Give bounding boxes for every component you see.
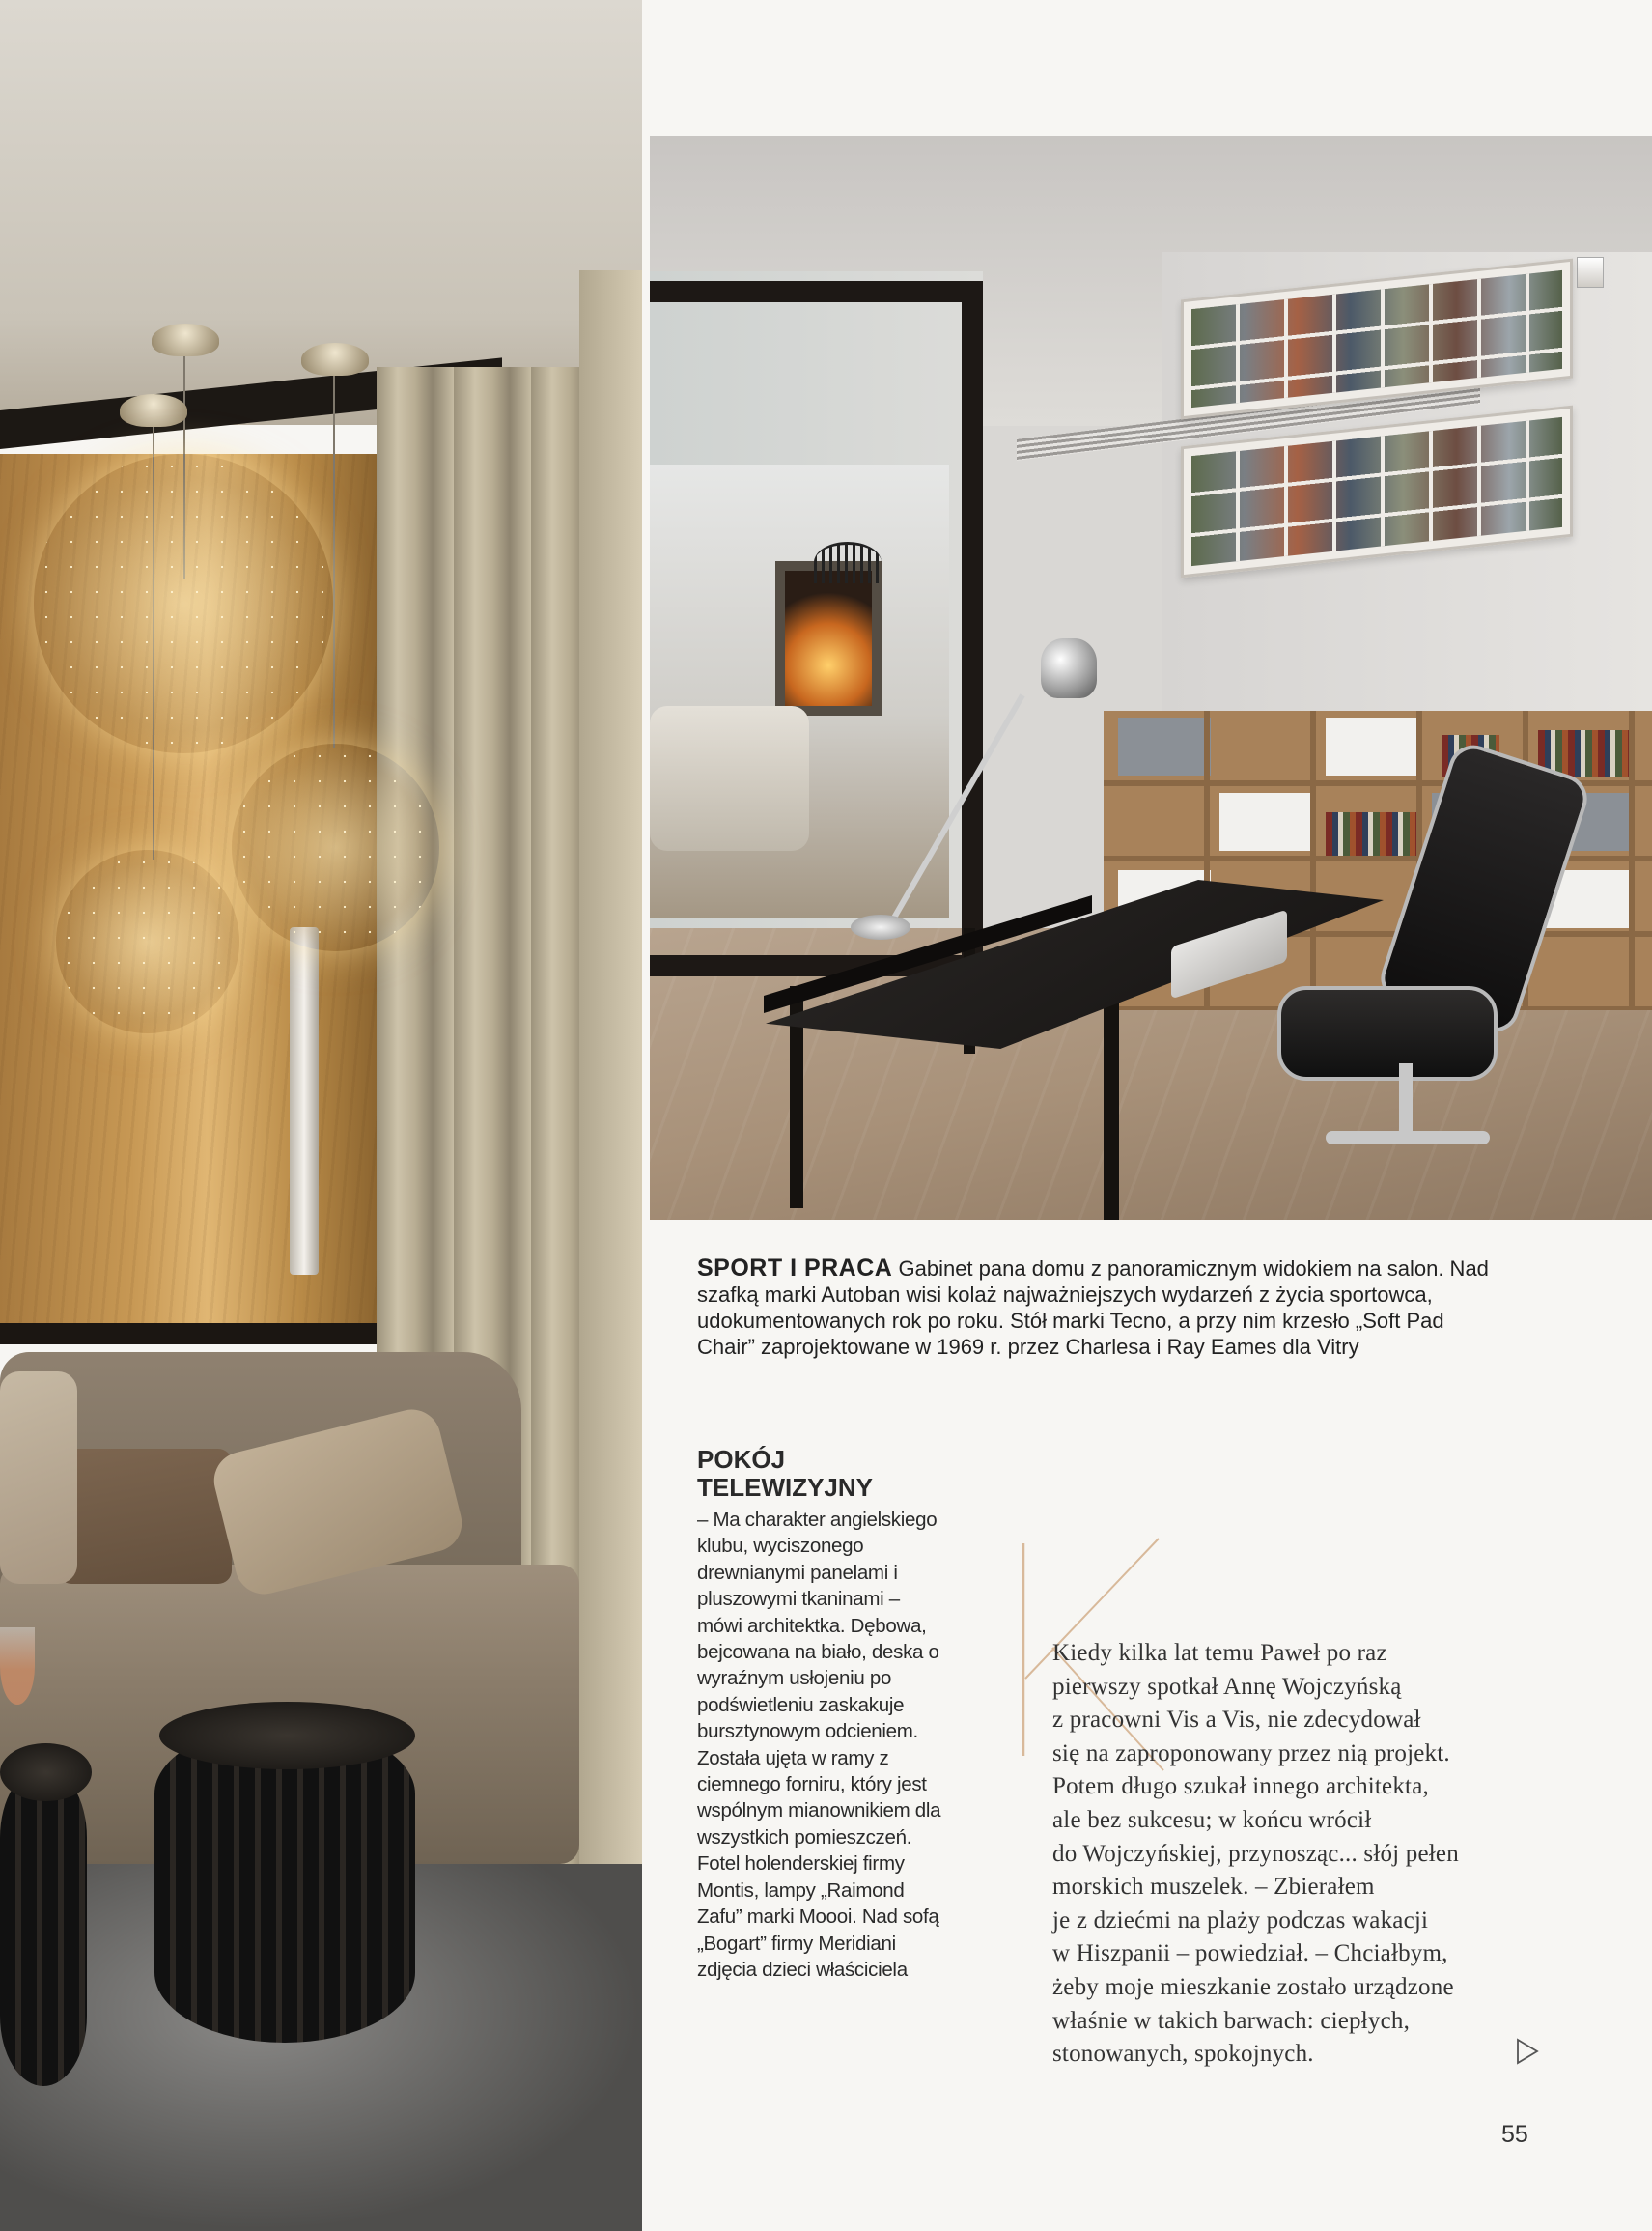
article-line: morskich muszelek. – Zbierałem bbox=[1052, 1874, 1375, 1901]
article-line: z pracowni Vis a Vis, nie zdecydował bbox=[1052, 1707, 1421, 1734]
sidebar-body: – Ma charakter angielskiego klubu, wyciszonego drewnianymi panelami i pluszowymi tkaninami – mówi architektka. Dębowa, bejcowana na biało, deska o wyraźnym usłojeniu po podświetleniu zaskakuje bursztynowym odcieniem. Została ujęta w ramy z ciemnego forniru, który jest wspólnym mianownikiem dla wszystkich pomieszczeń. Fotel holenderskiej firmy Montis, lampy „Raimond Zafu” marki Moooi. Nad sofą „Bogart” firmy Meridiani zdjęcia dzieci właściciela bbox=[697, 1509, 941, 1981]
article-line: w Hiszpanii – powiedział. – Chciałbym, bbox=[1052, 1940, 1448, 1967]
article-line: właśnie w takich barwach: ciepłych, bbox=[1052, 2007, 1411, 2034]
study-photo bbox=[650, 136, 1652, 1220]
page-number: 55 bbox=[1501, 2121, 1528, 2148]
article-line: je z dziećmi na plaży podczas wakacji bbox=[1052, 1906, 1429, 1934]
article-line: pierwszy spotkał Annę Wojczyńską bbox=[1052, 1673, 1402, 1700]
photo-caption bbox=[697, 1256, 1489, 1360]
triangle-right-outline-icon bbox=[1516, 2038, 1539, 2065]
caption-text: Gabinet pana domu z panoramicznym widokiem na salon. Nad szafką marki Autoban wisi kolaż najważniejszych wydarzeń z życia sportowca, udokumentowanych rok po roku. Stół marki Tecno, a przy nim krzesło „Soft Pad Chair” zaprojektowane w 1969 r. przez Charlesa i Ray Eames dla Vitry bbox=[697, 1257, 1489, 1359]
article-line: stonowanych, spokojnych. bbox=[1052, 2041, 1314, 2068]
article-body bbox=[1052, 1637, 1535, 2072]
sidebar-title-line1: POKÓJ bbox=[697, 1445, 786, 1474]
article-line: Kiedy kilka lat temu Paweł po raz bbox=[1052, 1640, 1387, 1666]
sidebar-title-line2: TELEWIZYJNY bbox=[697, 1473, 874, 1502]
article-line: żeby moje mieszkanie zostało urządzone bbox=[1052, 1973, 1454, 2000]
tv-room-photo bbox=[0, 0, 642, 2231]
article-line: ale bez sukcesu; w końcu wrócił bbox=[1052, 1806, 1372, 1833]
article-line: się na zaproponowany przez nią projekt. bbox=[1052, 1739, 1450, 1766]
sidebar-title bbox=[697, 1446, 948, 1502]
article-line: do Wojczyńskiej, przynosząc... słój pełen bbox=[1052, 1840, 1459, 1867]
article-line: Potem długo szukał innego architekta, bbox=[1052, 1773, 1429, 1800]
caption-heading: SPORT I PRACA bbox=[697, 1255, 893, 1282]
